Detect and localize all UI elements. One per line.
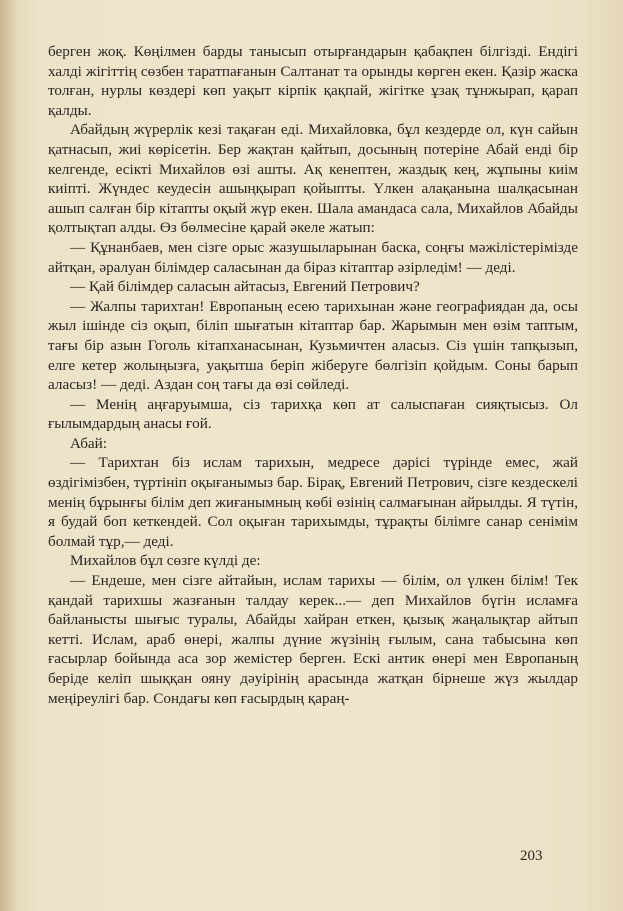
paragraph-10: — Ендеше, мен сізге айтайын, ислам тарихы — білім, ол үлкен білім! Тек қандай тарихшы жазғанын талдау керек...— деп Михайлов бүгін исламға байланысты шығыс туралы, Абайды хайран еткен, қызық жаңалықтар айтып кетті. Ислам, араб өнері, жалпы дүние жүзінің ғылым, сана табысына көп ғасырлар бойында аса зор жемістер берген. Ескі антик өнері мен Европаның беріде келіп шыққан ояну дәуірінің арасында жатқан бірнеше жүз жылдар меңіреулігі бар. Сондағы көп ғасырдың қараң- [48, 572, 578, 707]
paragraph-9: Михайлов бұл сөзге күлді де: [70, 552, 261, 570]
paragraph-8: — Тарихтан біз ислам тарихын, медресе дәрісі түрінде емес, жай өздігімізбен, түртініп оқығанымыз бар. Бірақ, Евгений Петрович, сізге кездескелі менің бұрынғы білім деп жиғанымның көбі өзінің салмағынан айрылды. Я түтін, я будай боп кеткендей. Сол оқыған тарихымды, тұрақты білімге санар сенімім болмай тұр,— деді. [48, 454, 578, 550]
paragraph-7: Абай: [70, 434, 108, 452]
paragraph-2: Абайдың жүрерлік кезі тақаған еді. Михайловка, бұл кездерде ол, күн сайын қатнасып, жиі көрісетін. Бер жақтан қайтып, досының потеріне Абай енді бір келгенде, есікті Михайлов өзі ашты. Ақ кенептен, жаздық кең, жұпыны киім киіпті. Жүндес кеудесін ашыңқырап қойыпты. Үлкен алақанына шалқасынан ашып салған бір кітапты оқый жүр екен. Шала амандаса сала, Михайлов Абайды қолтықтап алды. Өз бөлмесіне қарай әкеле жатып: [48, 121, 578, 237]
paragraph-3: — Құнанбаев, мен сізге орыс жазушыларынан баска, соңғы мәжілістерімізде айтқан, әралуан білімдер саласынан да біраз кітаптар әзірледім! — деді. [48, 238, 578, 276]
spine-shadow [0, 0, 18, 911]
page-number: 203 [520, 848, 543, 864]
paragraph-4: — Қай білімдер саласын айтасыз, Евгений Петрович? [70, 278, 420, 296]
paragraph-6: — Менің аңғаруымша, сіз тарихқа көп ат салыспаған сияқтысыз. Ол ғылымдардың анасы ғой. [48, 395, 578, 433]
page-text [48, 42, 578, 708]
paragraph-1: берген жоқ. Көңілмен барды танысып отырғандарын қабақпен білгізді. Ендігі халді жігіттің сөзбен таратпағанын Салтанат та орынды көрген екен. Қазір жаска толған, нурлы көздері көп уақыт кірпік қақпай, жігітке ұзақ тұнжырап, қарап қалды. [48, 43, 578, 119]
paragraph-5: — Жалпы тарихтан! Европаның есею тарихынан және географиядан да, осы жыл ішінде сіз оқып, біліп шығатын кітаптар бар. Жарымын мен өзім таптым, тағы бір азын Гоголь кітапханасынан, Кузьмичтен аласыз. Сіз үшін тапқызып, елге кетер жолыңызға, уақытша беріп жіберуге бөлгізіп қойдым. Соны барып аласыз! — деді. Аздан соң тағы да өзі сөйледі. [48, 297, 578, 394]
